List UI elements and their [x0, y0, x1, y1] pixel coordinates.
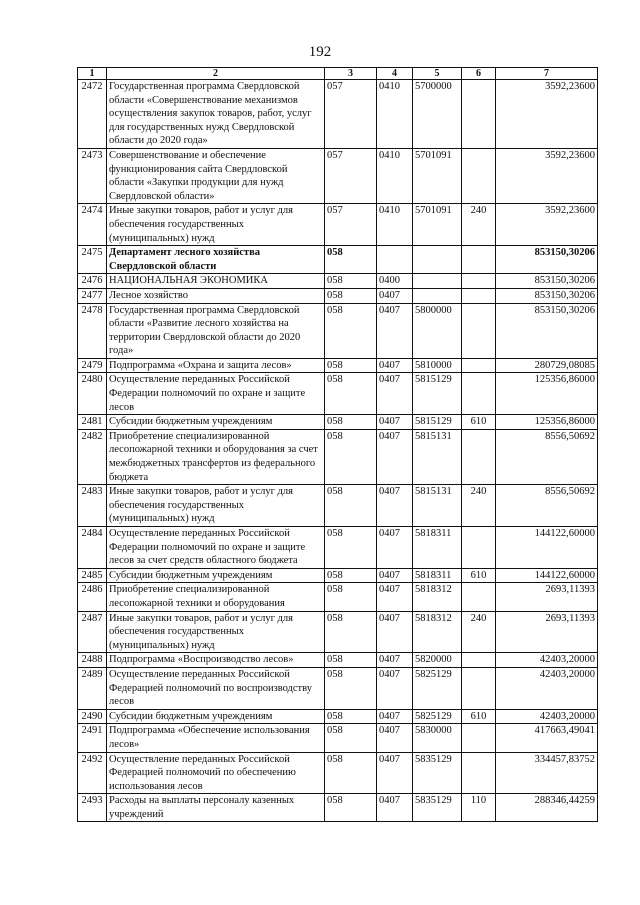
- row-number: 2476: [78, 274, 107, 289]
- row-description: Осуществление переданных Российской Федерации полномочий по охране и защите лесов: [107, 373, 325, 415]
- row-number: 2472: [78, 80, 107, 149]
- row-amount: 417663,49041: [496, 724, 598, 752]
- row-target-code: 5800000: [413, 303, 462, 358]
- row-amount: 8556,50692: [496, 485, 598, 527]
- row-department-code: 058: [325, 583, 377, 611]
- row-description: Осуществление переданных Российской Федерацией полномочий по воспроизводству лесов: [107, 667, 325, 709]
- row-amount: 3592,23600: [496, 80, 598, 149]
- table-row: [78, 485, 598, 527]
- header-col-2: 2: [107, 68, 325, 80]
- table-row: [78, 653, 598, 668]
- row-number: 2492: [78, 752, 107, 794]
- row-amount: 42403,20000: [496, 653, 598, 668]
- row-description: Иные закупки товаров, работ и услуг для обеспечения государственных (муниципальных) нужд: [107, 485, 325, 527]
- row-amount: 2693,11393: [496, 583, 598, 611]
- row-target-code: 5810000: [413, 358, 462, 373]
- row-amount: 3592,23600: [496, 148, 598, 203]
- row-target-code: 5701091: [413, 204, 462, 246]
- row-amount: 853150,30206: [496, 274, 598, 289]
- row-section-code: 0407: [377, 709, 413, 724]
- row-number: 2490: [78, 709, 107, 724]
- row-number: 2480: [78, 373, 107, 415]
- row-amount: 125356,86000: [496, 415, 598, 430]
- row-target-code: [413, 274, 462, 289]
- row-description: Государственная программа Свердловской области «Развитие лесного хозяйства на территории Свердловской области до 2020 года»: [107, 303, 325, 358]
- row-expense-type: [462, 274, 496, 289]
- row-section-code: 0400: [377, 274, 413, 289]
- row-department-code: 058: [325, 568, 377, 583]
- row-department-code: 058: [325, 709, 377, 724]
- row-expense-type: [462, 288, 496, 303]
- row-department-code: 058: [325, 611, 377, 653]
- row-department-code: 058: [325, 752, 377, 794]
- row-expense-type: [462, 667, 496, 709]
- row-expense-type: [462, 148, 496, 203]
- row-expense-type: 610: [462, 415, 496, 430]
- row-section-code: 0407: [377, 527, 413, 569]
- row-target-code: 5818311: [413, 527, 462, 569]
- row-section-code: 0407: [377, 485, 413, 527]
- row-amount: 3592,23600: [496, 204, 598, 246]
- row-expense-type: 240: [462, 204, 496, 246]
- row-description: Департамент лесного хозяйства Свердловской области: [107, 246, 325, 274]
- row-description: Осуществление переданных Российской Федерацией полномочий по обеспечению использования лесов: [107, 752, 325, 794]
- row-department-code: 058: [325, 653, 377, 668]
- row-expense-type: [462, 429, 496, 484]
- header-col-3: 3: [325, 68, 377, 80]
- row-section-code: 0407: [377, 288, 413, 303]
- row-section-code: 0407: [377, 653, 413, 668]
- row-description: Приобретение специализированной лесопожарной техники и оборудования: [107, 583, 325, 611]
- row-section-code: 0410: [377, 204, 413, 246]
- row-department-code: 058: [325, 373, 377, 415]
- row-expense-type: [462, 373, 496, 415]
- row-department-code: 058: [325, 485, 377, 527]
- header-col-6: 6: [462, 68, 496, 80]
- row-department-code: 058: [325, 724, 377, 752]
- table-row: [78, 709, 598, 724]
- row-section-code: 0407: [377, 373, 413, 415]
- row-target-code: 5835129: [413, 752, 462, 794]
- row-target-code: 5818312: [413, 583, 462, 611]
- row-target-code: 5818311: [413, 568, 462, 583]
- table-row: [78, 288, 598, 303]
- row-section-code: 0407: [377, 583, 413, 611]
- row-number: 2485: [78, 568, 107, 583]
- table-row: [78, 724, 598, 752]
- row-department-code: 058: [325, 358, 377, 373]
- table-row: [78, 148, 598, 203]
- row-section-code: 0407: [377, 358, 413, 373]
- table-row: [78, 667, 598, 709]
- row-target-code: [413, 288, 462, 303]
- row-target-code: 5820000: [413, 653, 462, 668]
- row-description: Осуществление переданных Российской Федерации полномочий по охране и защите лесов за счет средств областного бюджета: [107, 527, 325, 569]
- row-amount: 288346,44259: [496, 794, 598, 822]
- row-number: 2493: [78, 794, 107, 822]
- row-target-code: 5701091: [413, 148, 462, 203]
- row-amount: 853150,30206: [496, 288, 598, 303]
- row-department-code: 058: [325, 415, 377, 430]
- header-col-7: 7: [496, 68, 598, 80]
- row-amount: 853150,30206: [496, 303, 598, 358]
- row-target-code: 5815131: [413, 485, 462, 527]
- row-number: 2491: [78, 724, 107, 752]
- row-section-code: 0407: [377, 568, 413, 583]
- row-description: Иные закупки товаров, работ и услуг для обеспечения государственных (муниципальных) нужд: [107, 204, 325, 246]
- row-number: 2479: [78, 358, 107, 373]
- row-number: 2489: [78, 667, 107, 709]
- row-amount: 334457,83752: [496, 752, 598, 794]
- row-description: Субсидии бюджетным учреждениям: [107, 415, 325, 430]
- row-amount: 8556,50692: [496, 429, 598, 484]
- row-expense-type: 240: [462, 611, 496, 653]
- row-department-code: 058: [325, 288, 377, 303]
- row-section-code: 0407: [377, 611, 413, 653]
- row-description: Подпрограмма «Охрана и защита лесов»: [107, 358, 325, 373]
- row-number: 2488: [78, 653, 107, 668]
- row-expense-type: [462, 80, 496, 149]
- table-row: [78, 583, 598, 611]
- table-row: [78, 204, 598, 246]
- row-department-code: 058: [325, 794, 377, 822]
- row-description: Подпрограмма «Воспроизводство лесов»: [107, 653, 325, 668]
- row-department-code: 058: [325, 527, 377, 569]
- row-expense-type: [462, 358, 496, 373]
- budget-table: [77, 67, 598, 822]
- row-description: Субсидии бюджетным учреждениям: [107, 568, 325, 583]
- row-description: Иные закупки товаров, работ и услуг для обеспечения государственных (муниципальных) нужд: [107, 611, 325, 653]
- row-department-code: 058: [325, 303, 377, 358]
- table-row: [78, 303, 598, 358]
- row-section-code: 0407: [377, 752, 413, 794]
- row-target-code: 5815129: [413, 415, 462, 430]
- row-section-code: 0410: [377, 148, 413, 203]
- row-section-code: [377, 246, 413, 274]
- table-row: [78, 415, 598, 430]
- row-section-code: 0407: [377, 303, 413, 358]
- row-department-code: 058: [325, 274, 377, 289]
- row-description: Государственная программа Свердловской области «Совершенствование механизмов осуществления закупок товаров, работ, услуг для государственных нужд Свердловской области до 2020 года»: [107, 80, 325, 149]
- row-amount: 2693,11393: [496, 611, 598, 653]
- row-description: Лесное хозяйство: [107, 288, 325, 303]
- table-row: [78, 358, 598, 373]
- row-amount: 280729,08085: [496, 358, 598, 373]
- row-section-code: 0407: [377, 724, 413, 752]
- row-department-code: 058: [325, 429, 377, 484]
- table-row: [78, 429, 598, 484]
- row-target-code: 5830000: [413, 724, 462, 752]
- row-number: 2475: [78, 246, 107, 274]
- header-col-1: 1: [78, 68, 107, 80]
- row-number: 2482: [78, 429, 107, 484]
- row-target-code: 5835129: [413, 794, 462, 822]
- row-target-code: 5825129: [413, 667, 462, 709]
- row-description: Расходы на выплаты персоналу казенных учреждений: [107, 794, 325, 822]
- row-expense-type: 610: [462, 568, 496, 583]
- row-expense-type: 110: [462, 794, 496, 822]
- row-section-code: 0407: [377, 429, 413, 484]
- row-expense-type: [462, 653, 496, 668]
- row-expense-type: [462, 752, 496, 794]
- row-section-code: 0410: [377, 80, 413, 149]
- row-number: 2478: [78, 303, 107, 358]
- row-section-code: 0407: [377, 794, 413, 822]
- row-expense-type: [462, 724, 496, 752]
- page-number: 192: [308, 44, 332, 60]
- row-amount: 42403,20000: [496, 709, 598, 724]
- row-amount: 144122,60000: [496, 527, 598, 569]
- table-body: [78, 80, 598, 822]
- table-row: [78, 752, 598, 794]
- row-target-code: 5818312: [413, 611, 462, 653]
- row-target-code: 5815131: [413, 429, 462, 484]
- row-amount: 144122,60000: [496, 568, 598, 583]
- row-amount: 853150,30206: [496, 246, 598, 274]
- row-target-code: 5815129: [413, 373, 462, 415]
- row-number: 2481: [78, 415, 107, 430]
- row-amount: 125356,86000: [496, 373, 598, 415]
- row-number: 2486: [78, 583, 107, 611]
- table-row: [78, 274, 598, 289]
- row-target-code: [413, 246, 462, 274]
- row-expense-type: 610: [462, 709, 496, 724]
- row-department-code: 057: [325, 148, 377, 203]
- row-description: Подпрограмма «Обеспечение использования лесов»: [107, 724, 325, 752]
- row-number: 2473: [78, 148, 107, 203]
- row-section-code: 0407: [377, 667, 413, 709]
- row-number: 2484: [78, 527, 107, 569]
- row-amount: 42403,20000: [496, 667, 598, 709]
- row-section-code: 0407: [377, 415, 413, 430]
- row-expense-type: [462, 583, 496, 611]
- row-department-code: 058: [325, 246, 377, 274]
- row-department-code: 058: [325, 667, 377, 709]
- header-col-4: 4: [377, 68, 413, 80]
- row-number: 2474: [78, 204, 107, 246]
- table-row: [78, 246, 598, 274]
- row-department-code: 057: [325, 80, 377, 149]
- row-expense-type: [462, 246, 496, 274]
- table-row: [78, 80, 598, 149]
- row-description: Субсидии бюджетным учреждениям: [107, 709, 325, 724]
- row-expense-type: 240: [462, 485, 496, 527]
- row-description: Совершенствование и обеспечение функционирования сайта Свердловской области «Закупки продукции для нужд Свердловской области»: [107, 148, 325, 203]
- row-number: 2487: [78, 611, 107, 653]
- header-col-5: 5: [413, 68, 462, 80]
- row-number: 2477: [78, 288, 107, 303]
- row-description: НАЦИОНАЛЬНАЯ ЭКОНОМИКА: [107, 274, 325, 289]
- row-expense-type: [462, 303, 496, 358]
- table-row: [78, 794, 598, 822]
- row-expense-type: [462, 527, 496, 569]
- row-department-code: 057: [325, 204, 377, 246]
- header-row: [78, 68, 598, 80]
- row-number: 2483: [78, 485, 107, 527]
- table-row: [78, 527, 598, 569]
- row-target-code: 5700000: [413, 80, 462, 149]
- table-row: [78, 373, 598, 415]
- row-target-code: 5825129: [413, 709, 462, 724]
- row-description: Приобретение специализированной лесопожарной техники и оборудования за счет межбюджетных трансфертов из федерального бюджета: [107, 429, 325, 484]
- table-row: [78, 568, 598, 583]
- table-row: [78, 611, 598, 653]
